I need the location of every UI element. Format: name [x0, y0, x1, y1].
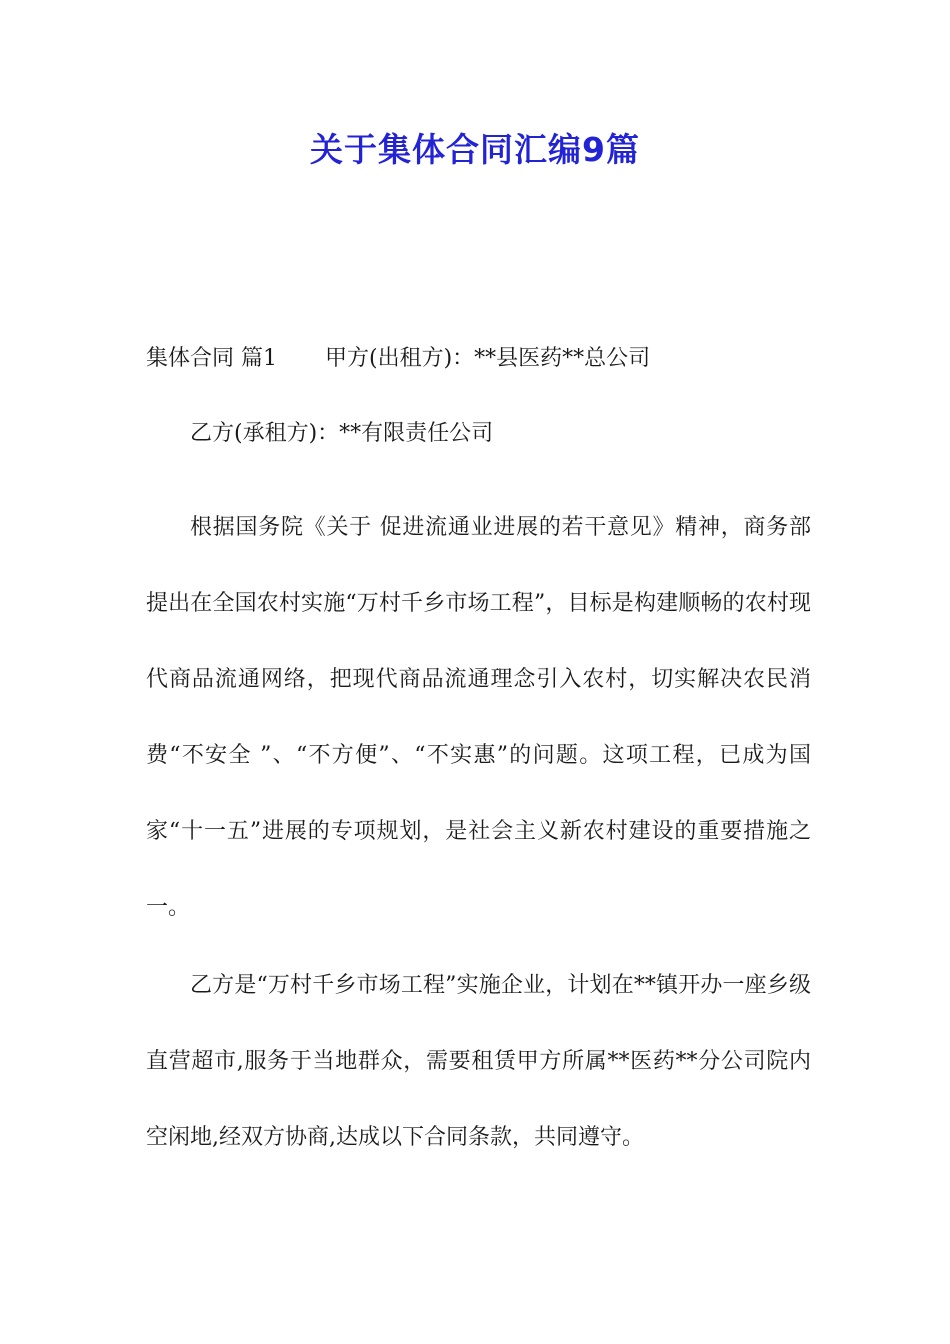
intro-line — [146, 340, 811, 377]
section-label: 集体合同 篇1 — [146, 346, 277, 371]
document-body — [146, 340, 811, 1176]
paragraph: 乙方是“万村千乡市场工程”实施企业，计划在**镇开办一座乡级直营超市,服务于当地群众，需要租赁甲方所属**医药**分公司院内空闲地,经双方协商,达成以下合同条款，共同遵守。 — [146, 973, 811, 1150]
document-title: 关于集体合同汇编9篇 — [310, 130, 640, 169]
paragraph: 根据国务院《关于 促进流通业进展的若干意见》精神，商务部提出在全国农村实施“万村千乡市场工程”，目标是构建顺畅的农村现代商品流通网络，把现代商品流通理念引入农村，切实解决农民消费“不安全 ”、“不方便”、“不实惠”的问题。这项工程，已成为国家“十一五”进展的专项规划，是社会主义新农村建设的重要措施之一。 — [146, 515, 811, 920]
party-a: 甲方(出租方)：**县医药**总公司 — [325, 346, 651, 371]
party-b: 乙方(承租方)：**有限责任公司 — [190, 421, 494, 446]
